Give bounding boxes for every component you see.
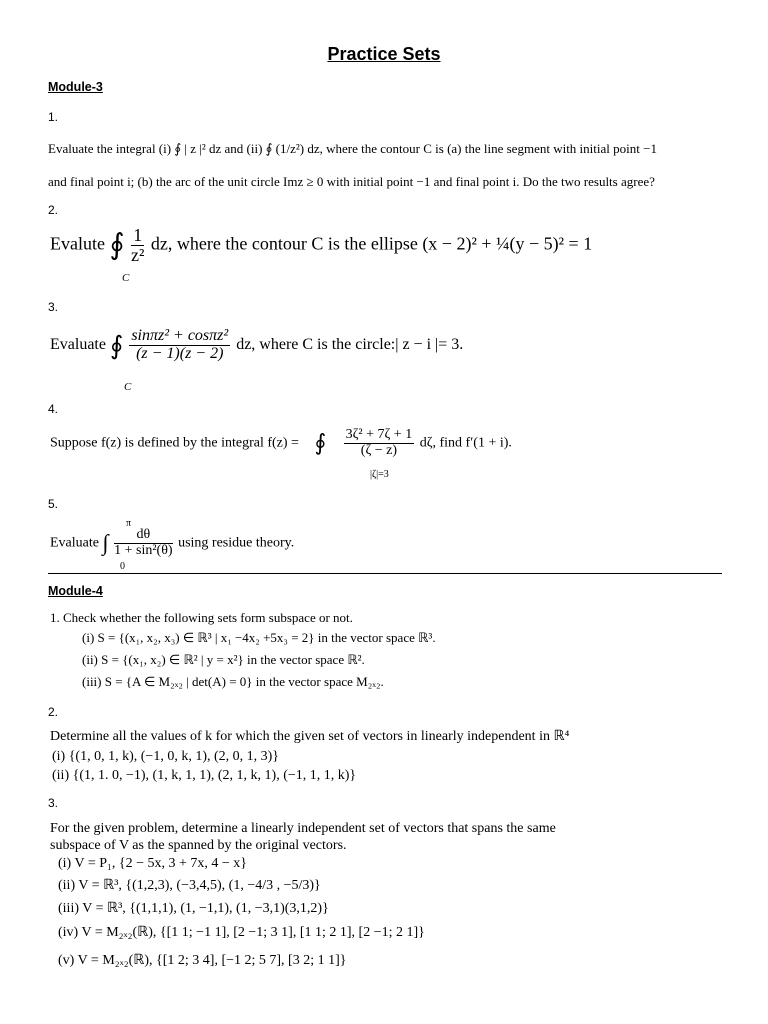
m4-q1-item-3: (iii) S = {A ∈ M₂ₓ₂ | det(A) = 0} in the vector space M₂ₓ₂. [82, 674, 384, 689]
q4-number: 4. [48, 402, 59, 416]
q3-fraction: $\frac{\text{sinπz² + cosπz²}}{(z - 1)(z - 2)}$ [131, 327, 229, 362]
q2-number: 2. [48, 203, 59, 217]
module-3-heading: Module-3 [48, 80, 103, 94]
contour-integral-icon: ∮ [109, 330, 124, 360]
q2-tail: dz, where the contour C is the ellipse (x − 2)² + ¼(y − 5)² = 1 [150, 233, 593, 254]
m4-q3-number: 3. [48, 796, 59, 810]
m4-q2-lead: Determine all the values of k for which the given set of vectors in linearly independent in ℝ⁴ [50, 729, 570, 744]
page-title: Practice Sets [327, 44, 441, 64]
q3-lead: Evaluate [50, 335, 106, 353]
q4-contour: |ζ|=3 [370, 469, 389, 480]
m3-q1-line2: and final point i; (b) the arc of the unit circle Imz ≥ 0 with initial point −1 and final point i. Do the two results agree? [48, 174, 655, 189]
contour-integral-icon: ∮ [314, 429, 327, 455]
contour-integral-icon: ∮ [109, 228, 125, 261]
q5-lead: Evaluate [50, 535, 99, 551]
m4-q3-item-1: (i) V = P₁, {2 − 5x, 3 + 7x, 4 − x} [58, 856, 248, 871]
q4-fraction: $\frac{\text{3ζ² + 7ζ + 1}}{(\zeta - z)}$ [345, 427, 413, 458]
q3-tail: dz, where C is the circle:| z − i |= 3. [236, 335, 464, 353]
m4-q3-lead-2: subspace of V as the spanned by the original vectors. [50, 838, 347, 853]
q1-number: 1. [48, 110, 59, 124]
m4-q1-item-2: (ii) S = {(x₁, x₂) ∈ ℝ² | y = x²} in the vector space ℝ². [82, 652, 365, 667]
m4-q3-item-3: (iii) V = ℝ³, {(1,1,1), (1, −1,1), (1, −3,1)(3,1,2)} [58, 901, 329, 916]
integral-icon: ∫ [102, 529, 109, 555]
m3-q4-expression [50, 428, 512, 458]
m3-q3-expression [50, 328, 463, 363]
m3-q5-expression [50, 528, 294, 558]
q4-lead: Suppose f(z) is defined by the integral f(z) = [50, 435, 299, 451]
q5-upper-limit: π [126, 518, 132, 529]
q3-number: 3. [48, 300, 59, 314]
q2-contour: C [122, 272, 130, 284]
module-4-heading: Module-4 [48, 584, 103, 598]
m3-q1-line1: Evaluate the integral (i) ∮ | z |² dz and (ii) ∮ (1/z²) dz, where the contour C is (a) the line segment with initial point −1 [48, 141, 657, 156]
m4-q2-item-1: (i) {(1, 0, 1, k), (−1, 0, k, 1), (2, 0, 1, 3)} [52, 749, 280, 764]
m3-q2-expression [50, 226, 592, 265]
q2-fraction: $\frac{1}{\text{z²}}$ [131, 225, 145, 265]
m4-q1-lead: 1. Check whether the following sets form subspace or not. [50, 610, 353, 625]
q2-lead: Evalute [50, 233, 105, 254]
m4-q2-item-2: (ii) {(1, 1. 0, −1), (1, k, 1, 1), (2, 1, k, 1), (−1, 1, 1, k)} [52, 768, 357, 783]
m4-q3-item-2: (ii) V = ℝ³, {(1,2,3), (−3,4,5), (1, −4/3 , −5/3)} [58, 878, 321, 893]
q5-fraction: $\frac{d\theta}{\text{1 + sin²(θ)}}$ [114, 527, 173, 558]
m4-q3-lead-1: For the given problem, determine a linearly independent set of vectors that spans the same [50, 821, 556, 836]
q5-lower-limit: 0 [120, 561, 125, 572]
m4-q3-item-4: (iv) V = M₂ₓ₂(ℝ), {[1 1; −1 1], [2 −1; 3 1], [1 1; 2 1], [2 −1; 2 1]} [58, 925, 425, 940]
q3-contour: C [124, 381, 132, 393]
q4-tail: dζ, find f′(1 + i). [419, 435, 512, 451]
module-divider [48, 573, 722, 574]
m4-q1-item-1: (i) S = {(x₁, x₂, x₃) ∈ ℝ³ | x₁ −4x₂ +5x₃ = 2} in the vector space ℝ³. [82, 630, 436, 645]
q5-number: 5. [48, 497, 59, 511]
q5-tail: using residue theory. [178, 535, 295, 551]
m4-q3-item-5: (v) V = M₂ₓ₂(ℝ), {[1 2; 3 4], [−1 2; 5 7], [3 2; 1 1]} [58, 953, 347, 968]
m4-q2-number: 2. [48, 705, 59, 719]
